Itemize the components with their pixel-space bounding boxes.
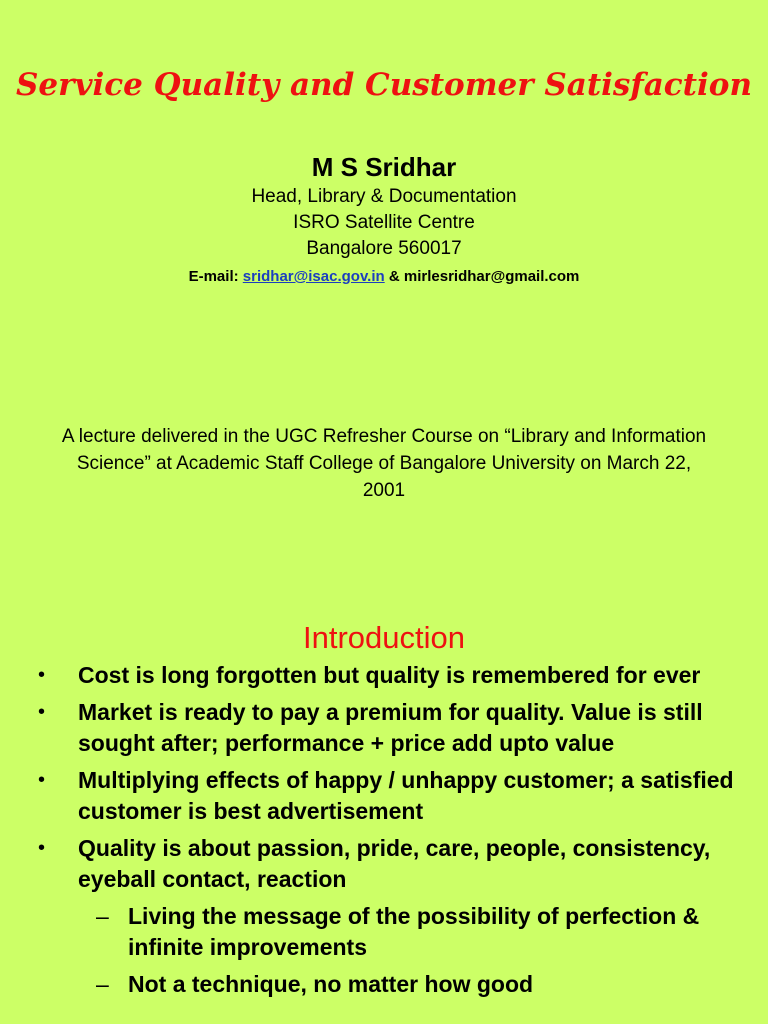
- author-name: M S Sridhar: [311, 152, 457, 182]
- bullet-item: [38, 697, 738, 759]
- bullet-icon: •: [38, 664, 46, 686]
- email-label: E-mail:: [188, 268, 239, 285]
- email-secondary: mirlesridhar@gmail.com: [403, 268, 580, 285]
- section-title: Introduction: [303, 619, 465, 655]
- lecture-note: A lecture delivered in the UGC Refresher Course on “Library and Information Science” at Academic Staff College of Bangalore University on March 22, 2001: [61, 426, 707, 501]
- sub-bullet-item: [78, 969, 738, 1000]
- author-organization: ISRO Satellite Centre: [293, 212, 475, 233]
- author-city: Bangalore 560017: [306, 238, 462, 259]
- author-block: [0, 150, 768, 288]
- email-separator: &: [388, 268, 400, 285]
- sub-bullet-text: Not a technique, no matter how good: [128, 971, 534, 997]
- introduction-slide: [0, 560, 768, 1024]
- bullet-item: [38, 660, 738, 691]
- bullet-icon: •: [38, 837, 46, 859]
- sub-bullet-text: Living the message of the possibility of perfection & infinite improvements: [128, 903, 700, 960]
- author-position: Head, Library & Documentation: [251, 186, 517, 207]
- bullet-icon: •: [38, 769, 46, 791]
- bullet-icon: •: [38, 701, 46, 723]
- bullet-item: [38, 833, 738, 1000]
- presentation-title: Service Quality and Customer Satisfaction: [16, 66, 752, 103]
- email-line: [0, 266, 768, 288]
- sub-bullet-list: [78, 901, 738, 1000]
- bullet-text: Cost is long forgotten but quality is remembered for ever: [78, 662, 701, 688]
- dash-icon: –: [96, 903, 109, 929]
- dash-icon: –: [96, 971, 109, 997]
- email-primary-link[interactable]: sridhar@isac.gov.in: [242, 268, 385, 285]
- bullet-text: Market is ready to pay a premium for quality. Value is still sought after; performance + price add upto value: [78, 699, 703, 756]
- sub-bullet-item: [78, 901, 738, 963]
- bullet-text: Multiplying effects of happy / unhappy customer; a satisfied customer is best advertisement: [78, 767, 734, 824]
- bullet-list: [38, 660, 738, 1006]
- bullet-item: [38, 765, 738, 827]
- bullet-text: Quality is about passion, pride, care, people, consistency, eyeball contact, reaction: [78, 835, 711, 892]
